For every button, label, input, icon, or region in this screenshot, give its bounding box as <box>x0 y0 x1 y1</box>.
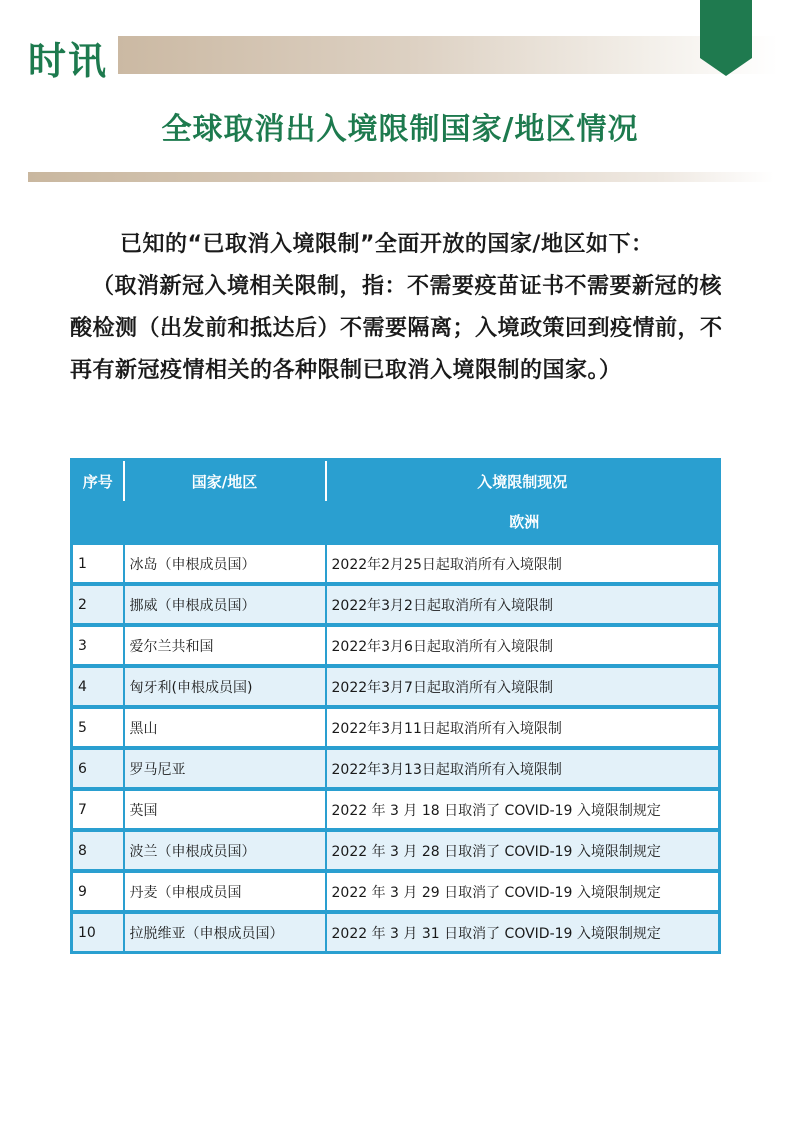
bookmark-tab <box>700 0 752 58</box>
table-row <box>72 912 720 953</box>
row-country: 冰岛（申根成员国） <box>124 543 326 584</box>
table-row <box>72 625 720 666</box>
row-country: 拉脱维亚（申根成员国） <box>124 912 326 953</box>
row-country: 英国 <box>124 789 326 830</box>
row-country: 匈牙利(申根成员国) <box>124 666 326 707</box>
row-status: 2022年3月11日起取消所有入境限制 <box>326 707 720 748</box>
row-country: 罗马尼亚 <box>124 748 326 789</box>
region-row <box>72 501 720 543</box>
restrictions-table <box>70 458 721 954</box>
row-status: 2022年2月25日起取消所有入境限制 <box>326 543 720 584</box>
row-number: 4 <box>72 666 124 707</box>
header-number: 序号 <box>72 460 124 502</box>
bookmark-tab-tip <box>700 58 752 76</box>
row-status: 2022年3月7日起取消所有入境限制 <box>326 666 720 707</box>
table-row <box>72 707 720 748</box>
table-row <box>72 748 720 789</box>
table-row <box>72 830 720 871</box>
table-row <box>72 584 720 625</box>
table-row <box>72 543 720 584</box>
table-row <box>72 789 720 830</box>
row-number: 8 <box>72 830 124 871</box>
row-number: 3 <box>72 625 124 666</box>
row-number: 2 <box>72 584 124 625</box>
title-divider <box>28 172 774 182</box>
row-country: 丹麦（申根成员国 <box>124 871 326 912</box>
row-status: 2022 年 3 月 28 日取消了 COVID-19 入境限制规定 <box>326 830 720 871</box>
row-status: 2022 年 3 月 31 日取消了 COVID-19 入境限制规定 <box>326 912 720 953</box>
header-country: 国家/地区 <box>124 460 326 502</box>
row-country: 波兰（申根成员国） <box>124 830 326 871</box>
region-spacer <box>124 501 326 543</box>
row-status: 2022年3月6日起取消所有入境限制 <box>326 625 720 666</box>
row-number: 9 <box>72 871 124 912</box>
region-label: 欧洲 <box>326 501 720 543</box>
row-status: 2022 年 3 月 29 日取消了 COVID-19 入境限制规定 <box>326 871 720 912</box>
table-row <box>72 871 720 912</box>
table-row <box>72 666 720 707</box>
header-status: 入境限制现况 <box>326 460 720 502</box>
row-number: 1 <box>72 543 124 584</box>
intro-text <box>70 224 730 392</box>
intro-first-paragraph: 已知的“已取消入境限制”全面开放的国家/地区如下： <box>120 232 654 257</box>
row-status: 2022年3月13日起取消所有入境限制 <box>326 748 720 789</box>
row-number: 6 <box>72 748 124 789</box>
intro-second-paragraph: （取消新冠入境相关限制，指：不需要疫苗证书不需要新冠的核酸检测（出发前和抵达后）不需要隔离；入境政策回到疫情前，不再有新冠疫情相关的各种限制已取消入境限制的国家。） <box>70 274 723 383</box>
row-status: 2022年3月2日起取消所有入境限制 <box>326 584 720 625</box>
row-country: 爱尔兰共和国 <box>124 625 326 666</box>
row-status: 2022 年 3 月 18 日取消了 COVID-19 入境限制规定 <box>326 789 720 830</box>
page-title: 全球取消出入境限制国家/地区情况 <box>161 112 639 147</box>
region-spacer <box>72 501 124 543</box>
row-country: 挪威（申根成员国） <box>124 584 326 625</box>
header-band <box>118 36 778 74</box>
row-number: 7 <box>72 789 124 830</box>
table-header-row <box>72 460 720 502</box>
row-number: 10 <box>72 912 124 953</box>
row-country: 黑山 <box>124 707 326 748</box>
row-number: 5 <box>72 707 124 748</box>
section-brand: 时讯 <box>28 39 109 83</box>
